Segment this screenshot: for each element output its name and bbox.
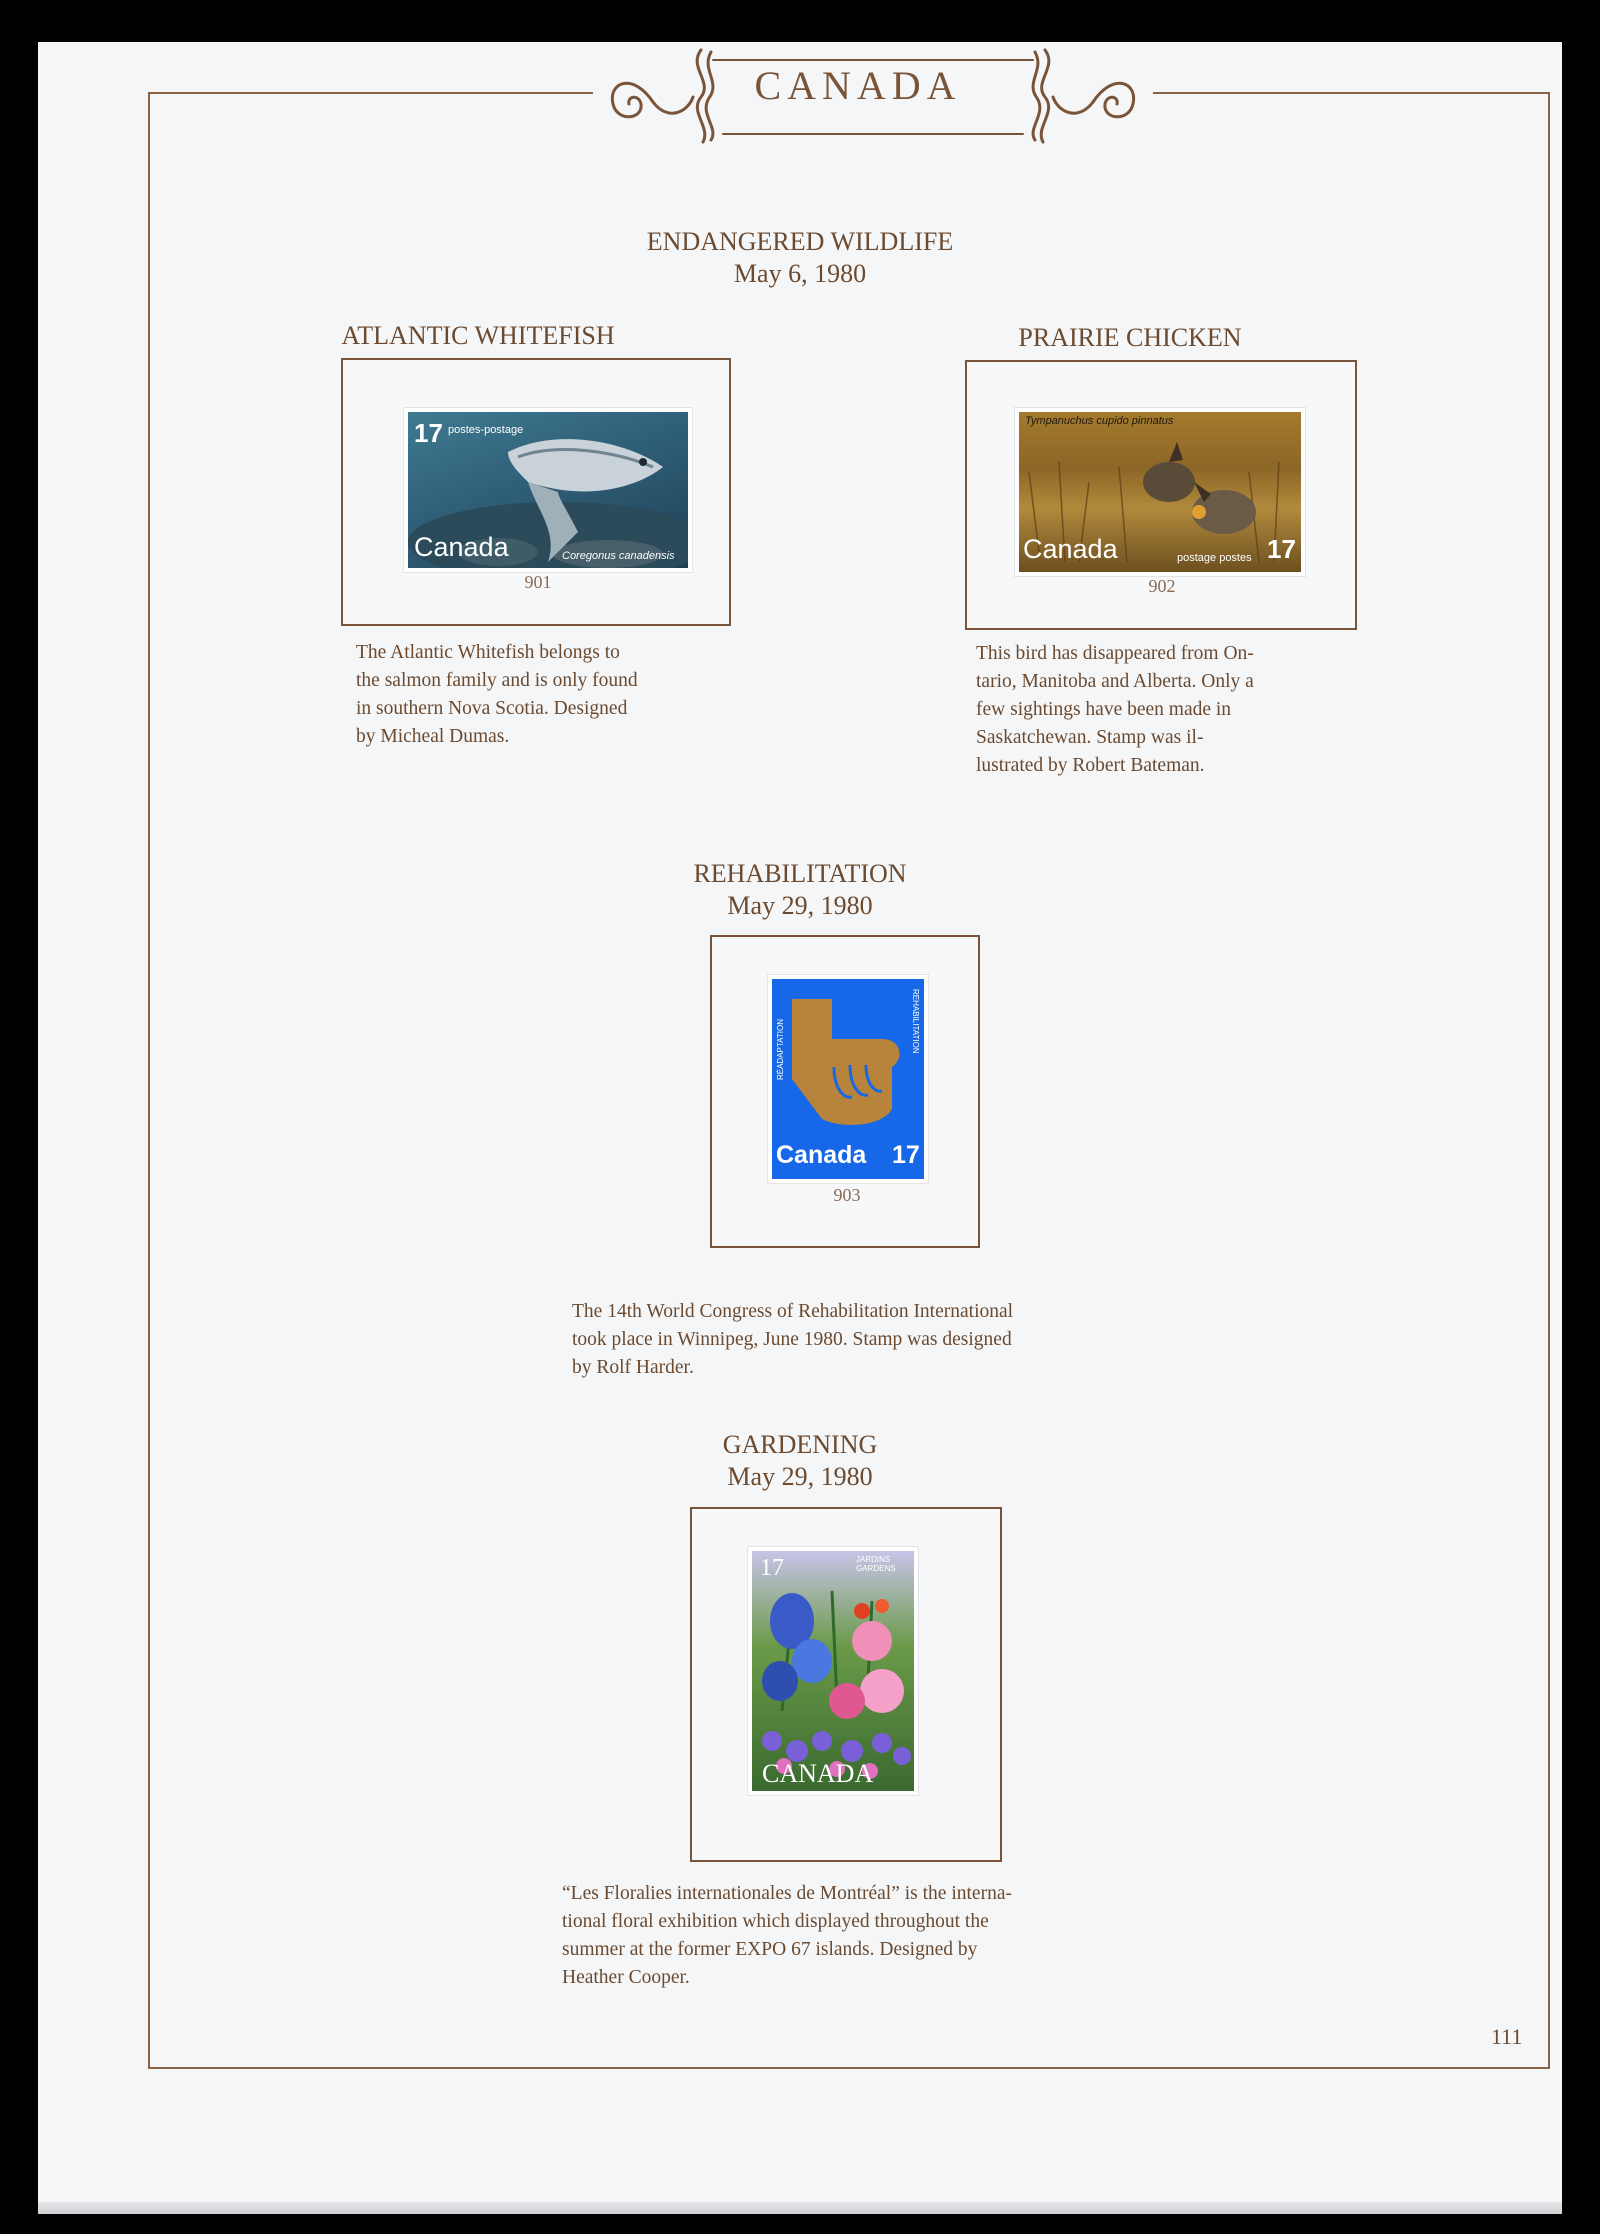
stamp-mount-gardening — [690, 1507, 1002, 1862]
desc-line: This bird has disappeared from On- — [976, 643, 1254, 664]
stamp-denomination: 17 — [414, 418, 443, 448]
stamp-denomination: 17 — [760, 1555, 784, 1581]
stamp-postage-text: postage postes — [1177, 552, 1252, 564]
header-title: CANADA — [754, 63, 962, 108]
stamp-prairie-chicken — [1019, 412, 1301, 572]
flowers-illustration — [752, 1551, 914, 1791]
desc-line: took place in Winnipeg, June 1980. Stamp was designed — [572, 1329, 1012, 1350]
stamp-side-text-left: RÉADAPTATION — [776, 1019, 785, 1081]
desc-line: by Rolf Harder. — [572, 1357, 694, 1378]
stamp-mount-whitefish — [341, 358, 731, 626]
page-edge — [38, 2202, 1562, 2214]
desc-line: The Atlantic Whitefish belongs to — [356, 642, 620, 663]
desc-line: Heather Cooper. — [562, 1967, 690, 1988]
description-prairie-chicken — [976, 640, 1338, 780]
desc-line: the salmon family and is only found — [356, 670, 638, 691]
desc-line: lustrated by Robert Bateman. — [976, 755, 1205, 776]
stamp-denomination: 17 — [1267, 534, 1296, 564]
stamp-postage-text: postes-postage — [448, 424, 524, 436]
catalog-number: 902 — [1148, 576, 1176, 596]
stamp-denomination: 17 — [892, 1141, 920, 1169]
stamp-species: Coregonus canadensis — [562, 550, 675, 562]
desc-line: by Micheal Dumas. — [356, 726, 510, 747]
section-title-gardening: GARDENING — [722, 1430, 878, 1459]
stamp-mount-rehabilitation — [710, 935, 980, 1248]
stamp-title-prairie-chicken: PRAIRIE CHICKEN — [1018, 323, 1242, 352]
stamp-mount-prairie-chicken — [965, 360, 1357, 630]
page-number: 111 — [1491, 2024, 1523, 2049]
stamp-country: Canada — [1023, 534, 1118, 564]
description-whitefish — [356, 639, 718, 751]
stamp-country: Canada — [414, 532, 509, 562]
desc-line: The 14th World Congress of Rehabilitation International — [572, 1301, 1014, 1322]
stamp-country: Canada — [776, 1141, 867, 1169]
stamp-side-text-right: REHABILITATION — [911, 989, 920, 1054]
description-gardening — [562, 1880, 1116, 1992]
album-page — [38, 42, 1562, 2214]
section-date-gardening: May 29, 1980 — [727, 1462, 873, 1491]
stamp-country: CANADA — [762, 1759, 874, 1788]
desc-line: Saskatchewan. Stamp was il- — [976, 727, 1204, 748]
desc-line: tional floral exhibition which displayed throughout the — [562, 1911, 989, 1932]
stamp-rehabilitation — [772, 979, 924, 1179]
desc-line: in southern Nova Scotia. Designed — [356, 698, 628, 719]
section-date-rehabilitation: May 29, 1980 — [727, 891, 873, 920]
stamp-gardening — [752, 1551, 914, 1791]
stamp-title-whitefish: ATLANTIC WHITEFISH — [341, 321, 615, 350]
catalog-number: 903 — [833, 1185, 861, 1205]
section-title-rehabilitation: REHABILITATION — [693, 859, 907, 888]
stamp-top-text: JARDINS GARDENS — [856, 1555, 896, 1573]
stamp-species: Tympanuchus cupido pinnatus — [1025, 415, 1174, 427]
section-date-wildlife: May 6, 1980 — [733, 259, 867, 288]
desc-line: tario, Manitoba and Alberta. Only a — [976, 671, 1254, 692]
desc-line: few sightings have been made in — [976, 699, 1232, 720]
stamp-whitefish — [408, 412, 688, 568]
section-title-wildlife: ENDANGERED WILDLIFE — [646, 227, 954, 256]
desc-line: summer at the former EXPO 67 islands. Designed by — [562, 1939, 978, 1960]
desc-line: “Les Floralies internationales de Montréal” is the interna- — [562, 1883, 1012, 1904]
catalog-number: 901 — [524, 572, 552, 592]
description-rehabilitation — [572, 1298, 1132, 1382]
